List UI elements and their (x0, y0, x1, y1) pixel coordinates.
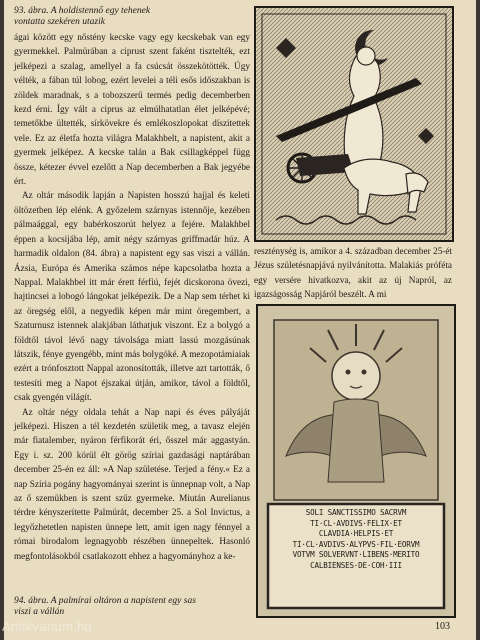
inscription-line: SOLI SANCTISSIMO SACRVM (305, 508, 407, 517)
paragraph-1: ágai között egy nőstény kecske vagy egy kecskebak van egy gyermekkel. Palmürában a ciprust szent faként tisztelték, ezt jelképezi a szalag, amellyel a fa csúcsát összekötötték. Úgy vélték, a fában túl lobog, ezért levelei a téli esős időszakban is zöldek maradnak, s a tobozszerű termés pedig decemberben kezd érni. Így vált a ciprus az elmúlhatatlan élet jelképévé; temetőkbe ültették, sírkövekre és emlékoszlopokat díszítettek vele. Ez az életfa hozta világra Malakhbelt, a napistent, akit a gyermek jelképez. A kecske talán a Bak csillagképpel függ össze, kétezer évvel ezelőtt a Nap decemberben a Bak jegyébe ért. (14, 32, 250, 187)
watermark: Antikvarium.hu (2, 619, 93, 634)
paragraph-4: reszténység is, amikor a 4. században december 25-ét Jézus születésnapjává nyilvánította. Malakiás próféta egy versére hivatkozva, akit az új Napról, az igazságosság Napjáról beszélt. A mi (254, 246, 452, 300)
inscription-line: TI·CL·AVDIVS·FELIX·ET (310, 518, 402, 528)
figure-93-illustration (254, 6, 454, 242)
paragraph-2: Az oltár második lapján a Napisten hosszú hajjal és keleti öltözetben lép elénk. A győzelem szárnyas istennője, kezében pálmaággal, egy babérkoszorút helyez a fejére. Malakhbel éppen a kocsijába lép, amit négy szárnyas griffmadár húz. A harmadik oldalon (84. ábra) a napistent egy sas viszi a vállán. Ázsia, Európa és Amerika számos népe kapcsolatba hozta a Nappal. Malakhbel itt már érett férfiú, fejét dicskorona övezi, hajtincsei a lobogó lángokat jelképezik. De a Nap sem térhet ki az öregség elől, a negyedik képen már mint öregembert, a Szaturnusz istennek alakjában láthatjuk viszont. Ez a bolygó a földtől távol lévő nagy távolsága miatt lassú mozgásúnak látszik, fénye gyengébb, mint más bolygóké. A mezopotámiaiak ezért a trónfosztott Nappal azonosították, illetve azt tartották, ő testesíti meg a Napot éjszakai útján, amikor, távol a földtől, csak gyengén világít. (14, 190, 250, 403)
altar-inscription (268, 508, 444, 571)
inscription-line: TI·CL·AVDIVS·ALYPVS·FIL·EORVM (292, 539, 420, 549)
book-page (4, 0, 476, 640)
inscription-line: CLAVDIA·HELPIS·ET (318, 529, 394, 538)
right-text-column (254, 244, 452, 302)
inscription-line: CALBIENSES·DE·COH·III (310, 560, 402, 570)
figure-93-caption: 93. ábra. A holdistennő egy tehenek vontatta szekéren utazik (14, 6, 151, 27)
page-number: 103 (435, 621, 450, 632)
figure-94-caption: 94. ábra. A palmírai oltáron a napistent egy sas viszi a vállán (14, 596, 196, 617)
left-text-column (14, 30, 250, 563)
paragraph-3: Az oltár négy oldala tehát a Nap napi és éves pályáját jelképezi. Hiszen a tél kezdetén születik meg, a tavasz elején már fiatalember, nyáron férfikorát éri, ősszel már aggastyán. Egy i. sz. 200 körül élt görög szíriai gazdasági naptárában december 25-én ez áll: »A Nap születése. Terjed a fény.« Ez a nap Szíria pogány hagyományai szerint is ünnepnap volt, a Nap az ő szemükben is szent szűz gyermeke. Miután Aurelianus térdre kényszerítette Palmürát, december 25. a Sol Invictus, a legyőzhetetlen napisten ünnepe lett, amit igen nagy fénnyel a római birodalom legnagyobb részében ünnepeltek. Hasonló megfontolásokból csatlakozott ehhez a hagyományhoz a ke- (14, 406, 250, 561)
moon-goddess-chariot-icon (256, 8, 452, 240)
inscription-line: VOTVM SOLVERVNT·LIBENS·MERITO (292, 550, 420, 559)
